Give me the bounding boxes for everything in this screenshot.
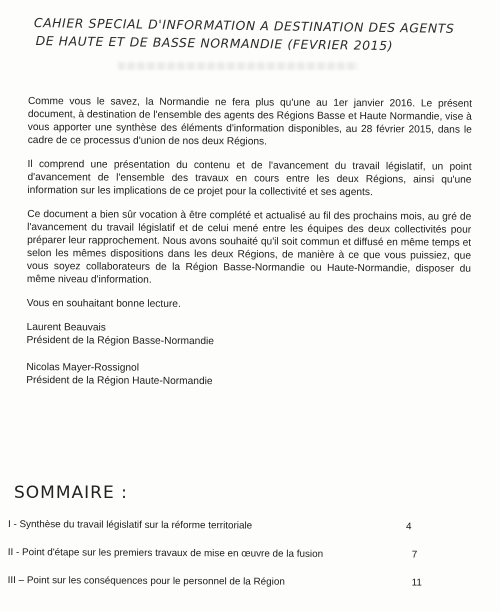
toc-item-1[interactable]: [8, 519, 478, 550]
sommaire-title: SOMMAIRE :: [14, 483, 128, 503]
body-text: [26, 95, 472, 404]
title-line-1: CAHIER SPECIAL D'INFORMATION A DESTINATION DES AGENTS: [33, 14, 455, 36]
toc-item-page: 11: [411, 577, 422, 589]
paragraph-intro: Comme vous le savez, la Normandie ne fera plus qu'une au 1er janvier 2016. Le présent document, à destination de l'ensemble des agents des Régions Basse et Haute Normandie, vise à vous apporter une synthèse des éléments d'information disponibles, au 28 février 2015, dans le cadre de ce processus d'union de nos deux Régions.: [27, 95, 472, 148]
blurred-strip: [118, 62, 358, 70]
toc-item-3[interactable]: [7, 575, 477, 606]
signatory-1: [26, 321, 470, 350]
toc-item-2[interactable]: [8, 547, 478, 578]
signatory-name: Laurent Beauvais: [26, 321, 106, 334]
signatory-2: [26, 361, 470, 390]
handwritten-title: [33, 14, 463, 56]
signatory-name: Nicolas Mayer-Rossignol: [26, 361, 140, 374]
toc-item-page: 7: [411, 549, 418, 561]
toc-item-page: 4: [405, 521, 412, 533]
title-line-2: DE HAUTE ET DE BASSE NORMANDIE (FEVRIER 2015): [35, 33, 394, 54]
table-of-contents: [7, 519, 478, 606]
paragraph-purpose: Ce document a bien sûr vocation à être complété et actualisé au fil des prochains mois, au gré de l'avancement du travail législatif et de celui mené entre les équipes des deux collectivités pour préparer leur rapprochement. Nous avons souhaité qu'il soit commun et diffusé en même temps et selon les mêmes dispositions dans les deux Régions, de manière à ce que vous puissiez, que vous soyez collaborateurs de la Région Basse-Normandie ou Haute-Normandie, disposer du même niveau d'information.: [26, 208, 472, 286]
toc-item-label: III – Point sur les conséquences pour le personnel de la Région: [7, 574, 285, 588]
signatory-role: Président de la Région Basse-Normandie: [26, 334, 214, 348]
toc-item-label: II - Point d'étape sur les premiers travaux de mise en œuvre de la fusion: [7, 546, 324, 560]
paragraph-closing: Vous en souhaitant bonne lecture.: [26, 297, 181, 310]
signatory-role: Président de la Région Haute-Normandie: [26, 374, 213, 388]
paragraph-contents: Il comprend une présentation du contenu et de l'avancement du travail législatif, un point d'avancement de l'ensemble des travaux en cours entre les deux Régions, ainsi qu'une information sur les implications de ce projet pour la collectivité et ses agents.: [27, 158, 472, 199]
toc-item-label: I - Synthèse du travail législatif sur la réforme territoriale: [7, 519, 253, 532]
